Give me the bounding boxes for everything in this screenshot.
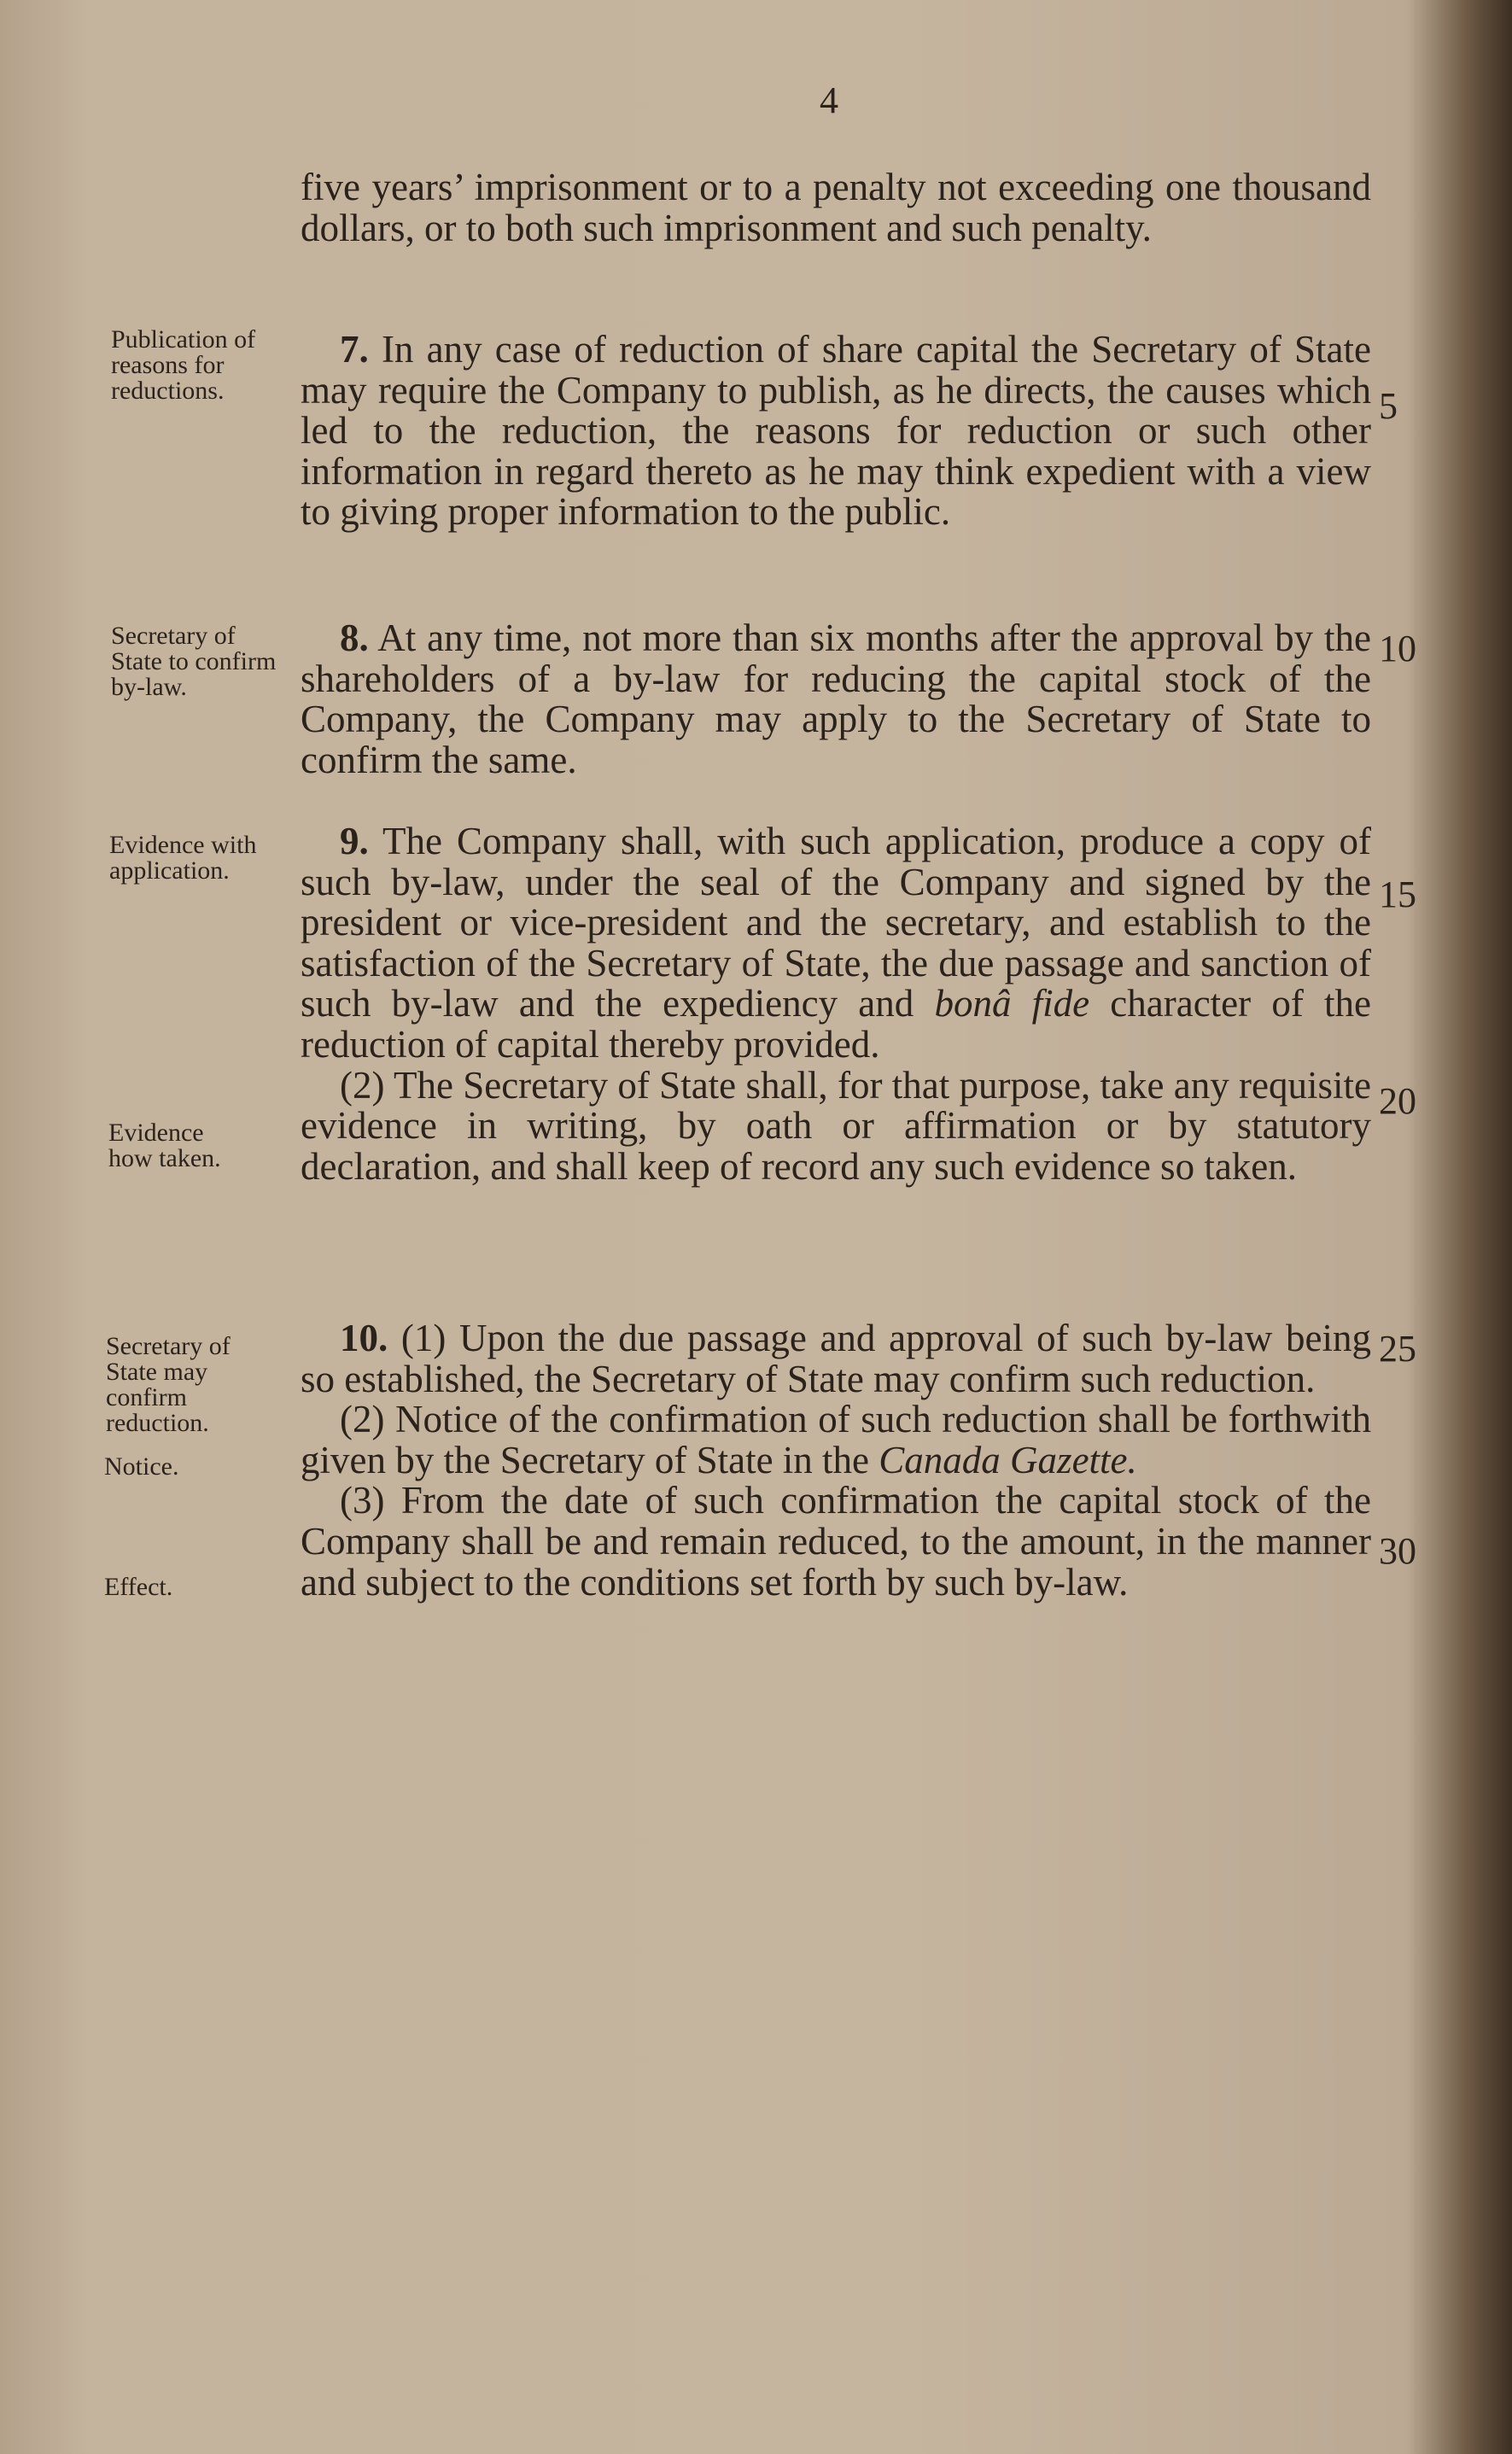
margin-note-s7: Publication of reasons for reductions.: [111, 325, 256, 405]
section-8-text: At any time, not more than six months after the approval by the shareholders of a by-law for reducing the capital stock of the Company, the Company may apply to the Secretary of State to confirm the same.: [301, 616, 1371, 781]
section-7-text: In any case of reduction of share capital the Secretary of State may require the Company to publish, as he directs, the causes which led to the reduction, the reasons for reduction or such other information in regard thereto as he may think expedient with a view to giving proper information to the public.: [301, 328, 1371, 534]
margin-note-s9: Evidence with application.: [109, 831, 257, 885]
section-9-text-a: The Company shall, with such application, produce a copy of such by-law, under the seal of the Company and signed by the president or vice-president and the secretary, and establish to the satisfaction of the Secretary of State, the due passage and sanction of such by-law and the expediency and: [301, 820, 1371, 1025]
line-number-30: 30: [1379, 1530, 1416, 1572]
margin-note-s8: Secretary of State to confirm by-law.: [111, 622, 277, 701]
margin-note-s9-2: Evidence how taken.: [108, 1119, 221, 1172]
line-number-10: 10: [1379, 628, 1416, 669]
margin-note-s10-3: Effect.: [104, 1573, 173, 1601]
section-9-text-b: character of the reduction of capital thereby provided.: [301, 982, 1371, 1066]
margin-note-s10-2: Notice.: [104, 1452, 179, 1481]
continuation-paragraph: [301, 167, 1371, 248]
section-8: [301, 618, 1371, 780]
section-9-subsection-2: (2) The Secretary of State shall, for that purpose, take any requisite evidence in writing, by oath or affirmation or by statutory declaration, and shall keep of record any such evidence so taken.: [301, 1063, 1371, 1188]
section-10-text: (1) Upon the due passage and approval of such by-law being so established, the Secretary of State may confirm such reduction.: [301, 1317, 1371, 1400]
section-10-subsection-3: (3) From the date of such confirmation the capital stock of the Company shall be and remain reduced, to the amount, in the manner and subject to the conditions set forth by such by-law.: [301, 1479, 1371, 1604]
section-9: [301, 821, 1371, 1187]
margin-note-s10: Secretary of State may confirm reduction.: [106, 1332, 231, 1437]
section-9-italic: bonâ fide: [934, 982, 1090, 1025]
section-10-sub2-italic: Canada Gazette.: [879, 1438, 1137, 1481]
page-number: 4: [820, 79, 838, 121]
line-number-5: 5: [1379, 385, 1398, 427]
line-number-15: 15: [1379, 874, 1416, 915]
line-number-20: 20: [1379, 1080, 1416, 1122]
section-7: [301, 330, 1371, 533]
section-10-sub2-text: (2) Notice of the confirmation of such reduction shall be forthwith given by the Secretary of State in the: [301, 1398, 1371, 1481]
section-10: [301, 1318, 1371, 1603]
section-9-number: 9.: [340, 820, 369, 862]
section-10-number: 10.: [340, 1317, 388, 1359]
line-number-25: 25: [1379, 1328, 1416, 1370]
section-8-number: 8.: [340, 616, 369, 659]
section-7-number: 7.: [340, 328, 369, 371]
continuation-text: five years’ imprisonment or to a penalty not exceeding one thousand dollars, or to both such imprisonment and such penalty.: [301, 166, 1371, 249]
